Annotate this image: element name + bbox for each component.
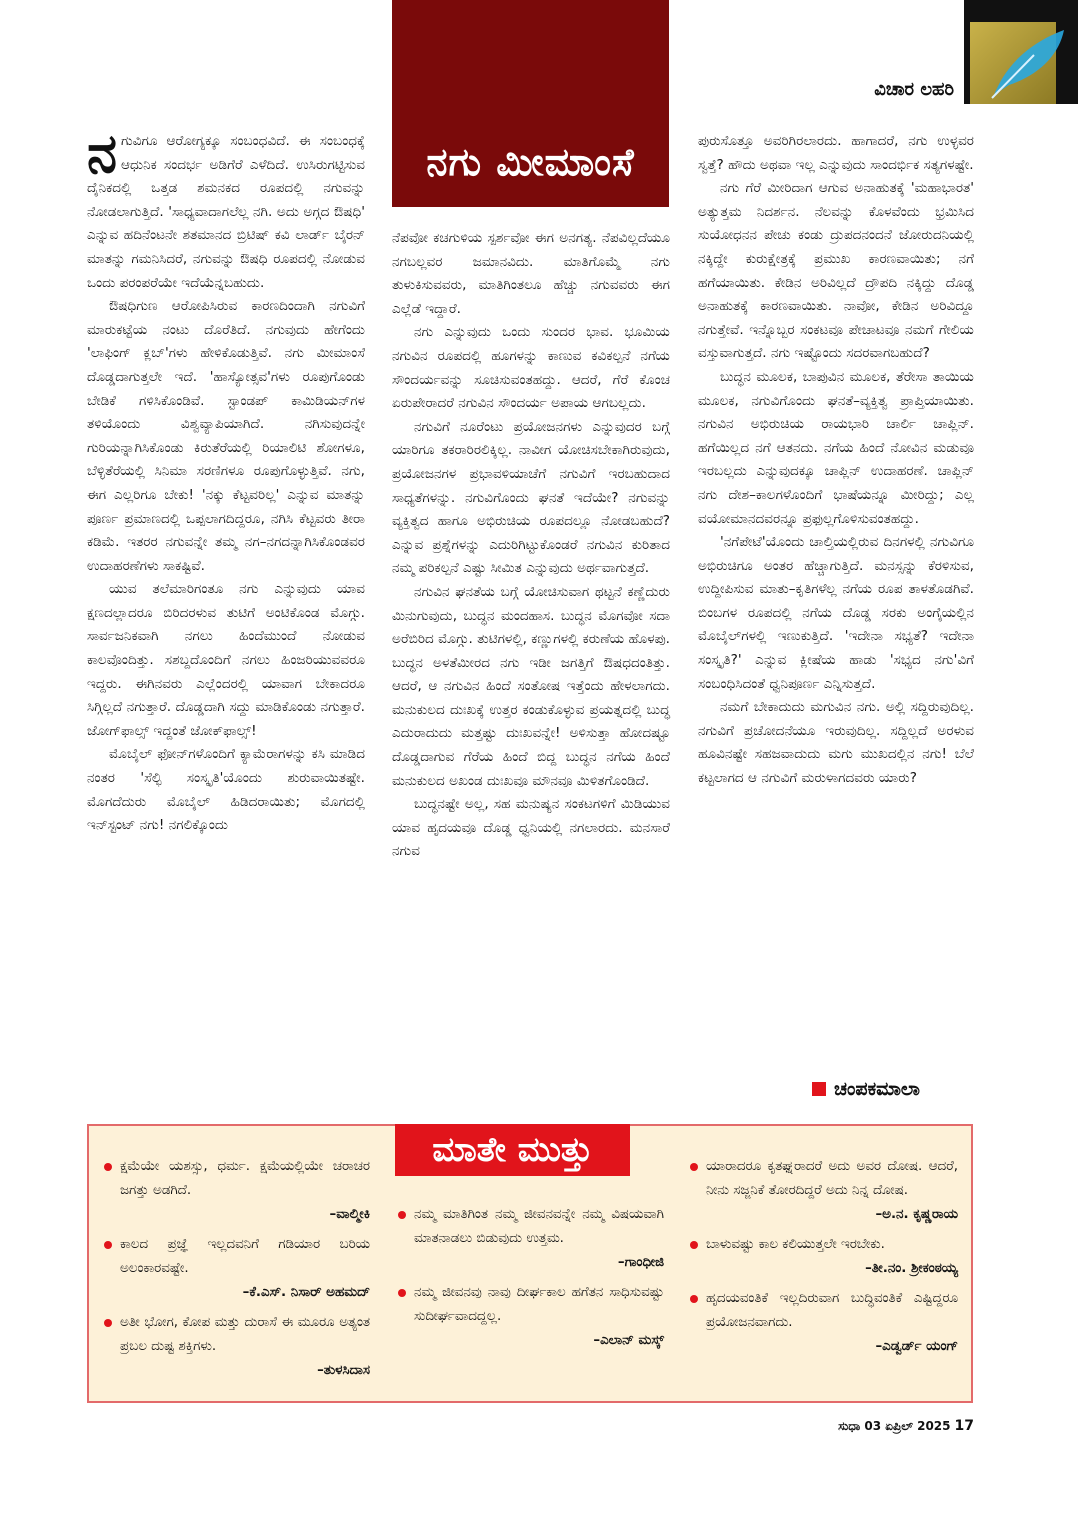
paragraph: ಬುದ್ಧನಷ್ಟೇ ಅಲ್ಲ, ಸಹ ಮನುಷ್ಯನ ಸಂಕಟಗಳಿಗೆ ಮಿಡಿಯುವ ಯಾವ ಹೃದಯವೂ ದೊಡ್ಡ ಧ್ವನಿಯಲ್ಲಿ ನಗಲಾರದು. ಮನಸಾರೆ ನಗುವ bbox=[392, 796, 670, 860]
quote-item: ನಮ್ಮ ಮಾತಿಗಿಂತ ನಮ್ಮ ಜೀವನವನ್ನೇ ನಮ್ಮ ವಿಷಯವಾಗಿ ಮಾತನಾಡಲು ಬಿಡುವುದು ಉತ್ತಮ. –ಗಾಂಧೀಜಿ bbox=[398, 1203, 664, 1275]
quotes-column-3 bbox=[690, 1155, 958, 1365]
paragraph: ಪುರುಸೊತ್ತೂ ಅವರಿಗಿರಲಾರದು. ಹಾಗಾದರೆ, ನಗು ಉಳ್ಳವರ ಸ್ವತ್ತೆ? ಹೌದು ಅಥವಾ ಇಲ್ಲ ಎನ್ನುವುದು ಸಾಂದರ್ಭಿಕ ಸತ್ಯಗಳಷ್ಟೇ. bbox=[698, 133, 974, 173]
page-number: 17 bbox=[954, 1418, 974, 1434]
paragraph: ನಗು ಗೆರೆ ಮೀರಿದಾಗ ಆಗುವ ಅನಾಹುತಕ್ಕೆ 'ಮಹಾಭಾರತ' ಅತ್ಯುತ್ತಮ ನಿದರ್ಶನ. ನೆಲವನ್ನು ಕೊಳವೆಂದು ಭ್ರಮಿಸಿದ ಸುಯೋಧನನ ಪೇಚು ಕಂಡು ದ್ರುಪದನಂದನೆ ಜೋರುದನಿಯಲ್ಲಿ ನಕ್ಕಿದ್ದೇ ಕುರುಕ್ಷೇತ್ರಕ್ಕೆ ಪ್ರಮುಖ ಕಾರಣವಾಯಿತು; ನಗೆ ಹಗೆಯಾಯಿತು. ಕೇಡಿನ ಅರಿವಿಲ್ಲದೆ ದ್ರೌಪದಿ ನಕ್ಕಿದ್ದು ದೊಡ್ಡ ಅನಾಹುತಕ್ಕೆ ಕಾರಣವಾಯಿತು. ನಾವೋ, ಕೇಡಿನ ಅರಿವಿದ್ದೂ ನಗುತ್ತೇವೆ. ಇನ್ನೊಬ್ಬರ ಸಂಕಟವೂ ಪೇಚಾಟವೂ ನಮಗೆ ಗೇಲಿಯ ವಸ್ತುವಾಗುತ್ತದೆ. ನಗು ಇಷ್ಟೊಂದು ಸದರವಾಗಬಹುದೆ? bbox=[698, 180, 974, 362]
quote-item: ಕಾಲದ ಪ್ರಜ್ಞೆ ಇಲ್ಲದವನಿಗೆ ಗಡಿಯಾರ ಬರಿಯ ಅಲಂಕಾರವಷ್ಟೇ. –ಕೆ.ಎಸ್. ನಿಸಾರ್ ಅಹಮದ್ bbox=[104, 1233, 370, 1305]
red-square-icon bbox=[812, 1082, 826, 1096]
paragraph: ಬುದ್ಧನ ಮೂಲಕ, ಬಾಪುವಿನ ಮೂಲಕ, ತೆರೇಸಾ ತಾಯಿಯ ಮೂಲಕ, ನಗುವಿಗೊಂದು ಘನತೆ–ವ್ಯಕ್ತಿತ್ವ ಪ್ರಾಪ್ತಿಯಾಯಿತು. ನಗುವಿನ ಅಭಿರುಚಿಯ ರಾಯಭಾರಿ ಚಾರ್ಲಿ ಚಾಪ್ಲಿನ್. ಹಗೆಯಿಲ್ಲದ ನಗೆ ಆತನದು. ನಗೆಯ ಹಿಂದೆ ನೋವಿನ ಮಡುವೂ ಇರಬಲ್ಲದು ಎನ್ನುವುದಕ್ಕೂ ಚಾಪ್ಲಿನ್ ಉದಾಹರಣೆ. ಚಾಪ್ಲಿನ್ ನಗು ದೇಶ–ಕಾಲಗಳೊಂದಿಗೆ ಭಾಷೆಯನ್ನೂ ಮೀರಿದ್ದು; ಎಲ್ಲ ವಯೋಮಾನದವರನ್ನೂ ಪ್ರಫುಲ್ಲಗೊಳಿಸುವಂತಹದ್ದು. bbox=[698, 368, 974, 527]
page-footer bbox=[838, 1418, 974, 1434]
paragraph: ನಗುವಿಗೆ ನೂರೆಂಟು ಪ್ರಯೋಜನಗಳು ಎನ್ನುವುದರ ಬಗ್ಗೆ ಯಾರಿಗೂ ತಕರಾರಿರಲಿಕ್ಕಿಲ್ಲ. ನಾವೀಗ ಯೋಚಿಸಬೇಕಾಗಿರುವುದು, ಪ್ರಯೋಜನಗಳ ಪ್ರಭಾವಳಿಯಾಚೆಗೆ ನಗುವಿಗೆ ಇರಬಹುದಾದ ಸಾಧ್ಯತೆಗಳನ್ನು. ನಗುವಿಗೊಂದು ಘನತೆ ಇದೆಯೇ? ನಗುವನ್ನು ವ್ಯಕ್ತಿತ್ವದ ಹಾಗೂ ಅಭಿರುಚಿಯ ರೂಪದಲ್ಲೂ ನೋಡಬಹುದೆ? ಎನ್ನುವ ಪ್ರಶ್ನೆಗಳನ್ನು ಎದುರಿಗಿಟ್ಟುಕೊಂಡರೆ ನಗುವಿನ ಕುರಿತಾದ ನಮ್ಮ ಪರಿಕಲ್ಪನೆ ಎಷ್ಟು ಸೀಮಿತ ಎನ್ನುವುದು ಅರ್ಥವಾಗುತ್ತದೆ. bbox=[392, 418, 670, 577]
quote-item: ಹೃದಯವಂತಿಕೆ ಇಲ್ಲದಿರುವಾಗ ಬುದ್ಧಿವಂತಿಕೆ ಎಷ್ಟಿದ್ದರೂ ಪ್ರಯೋಜನವಾಗದು. –ಎಡ್ವರ್ಡ್ ಯಂಗ್ bbox=[690, 1287, 958, 1359]
quote-item: ನಮ್ಮ ಜೀವನವು ನಾವು ದೀರ್ಘಕಾಲ ಹಗೆತನ ಸಾಧಿಸುವಷ್ಟು ಸುದೀರ್ಘವಾದದ್ದಲ್ಲ. –ಎಲಾನ್ ಮಸ್ಕ್ bbox=[398, 1281, 664, 1353]
article-column-2 bbox=[392, 227, 670, 864]
quote-item: ಕ್ಷಮೆಯೇ ಯಶಸ್ಸು, ಧರ್ಮ. ಕ್ಷಮೆಯಲ್ಲಿಯೇ ಚರಾಚರ ಜಗತ್ತು ಅಡಗಿದೆ. –ವಾಲ್ಮೀಕಿ bbox=[104, 1155, 370, 1227]
paragraph: ನಮಗೆ ಬೇಕಾದುದು ಮಗುವಿನ ನಗು. ಅಲ್ಲಿ ಸದ್ದಿರುವುದಿಲ್ಲ. ನಗುವಿಗೆ ಪ್ರಚೋದನೆಯೂ ಇರುವುದಿಲ್ಲ. ಸದ್ದಿಲ್ಲದೆ ಅರಳುವ ಹೂವಿನಷ್ಟೇ ಸಹಜವಾದುದು ಮಗು ಮುಖದಲ್ಲಿನ ನಗು! ಬೆಲೆ ಕಟ್ಟಲಾಗದ ಆ ನಗುವಿಗೆ ಮರುಳಾಗದವರು ಯಾರು? bbox=[698, 699, 974, 787]
quotes-column-2 bbox=[398, 1203, 664, 1359]
quote-item: ಬಾಳುವಷ್ಟು ಕಾಲ ಕಲಿಯುತ್ತಲೇ ಇರಬೇಕು. –ತೀ.ನಂ. ಶ್ರೀಕಂಠಯ್ಯ bbox=[690, 1233, 958, 1281]
quote-item: ಯಾರಾದರೂ ಕೃತಘ್ನರಾದರೆ ಅದು ಅವರ ದೋಷ. ಆದರೆ, ನೀನು ಸಜ್ಜನಿಕೆ ತೋರದಿದ್ದರೆ ಅದು ನಿನ್ನ ದೋಷ. –ಅ.ನ. ಕೃಷ್ಣರಾಯ bbox=[690, 1155, 958, 1227]
paragraph: 'ನಗೆಪೇಟೆ'ಯೊಂದು ಚಾಲ್ತಿಯಲ್ಲಿರುವ ದಿನಗಳಲ್ಲಿ ನಗುವಿಗೂ ಅಭಿರುಚಿಗೂ ಅಂತರ ಹೆಚ್ಚಾಗುತ್ತಿದೆ. ಮನಸ್ಸನ್ನು ಕೆರಳಿಸುವ, ಉದ್ದೀಪಿಸುವ ಮಾತು–ಕೃತಿಗಳೆಲ್ಲ ನಗೆಯ ರೂಪ ತಾಳತೊಡಗಿವೆ. ಬಿಂಬಗಳ ರೂಪದಲ್ಲಿ ನಗೆಯ ದೊಡ್ಡ ಸರಕು ಅಂಗೈಯಲ್ಲಿನ ಮೊಬೈಲ್‌ಗಳಲ್ಲಿ ಇಣುಕುತ್ತಿದೆ. 'ಇದೇನಾ ಸಭ್ಯತೆ? ಇದೇನಾ ಸಂಸ್ಕೃತಿ?' ಎನ್ನುವ ಕ್ಲೀಷೆಯ ಹಾಡು 'ಸಭ್ಯದ ನಗು'ವಿಗೆ ಸಂಬಂಧಿಸಿದಂತೆ ಧ್ವನಿಪೂರ್ಣ ಎನ್ನಿಸುತ್ತದೆ. bbox=[698, 534, 974, 692]
paragraph: ಮೊಬೈಲ್ ಫೋನ್‌ಗಳೊಂದಿಗೆ ಕ್ಯಾಮೆರಾಗಳನ್ನು ಕಸಿ ಮಾಡಿದ ನಂತರ 'ಸೆಲ್ಫಿ ಸಂಸ್ಕೃತಿ'ಯೊಂದು ಶುರುವಾಯಿತಷ್ಟೇ. ಮೊಗದೆದುರು ಮೊಬೈಲ್ ಹಿಡಿದರಾಯಿತು; ಮೊಗದಲ್ಲಿ ಇನ್‌ಸ್ಟಂಟ್ ನಗು! ನಗಲಿಕ್ಕೊಂದು bbox=[87, 746, 365, 834]
paragraph: ಯುವ ತಲೆಮಾರಿಗಂತೂ ನಗು ಎನ್ನುವುದು ಯಾವ ಕ್ಷಣದಲ್ಲಾದರೂ ಬಿರಿದರಳುವ ತುಟಿಗೆ ಅಂಟಿಕೊಂಡ ಮೊಗ್ಗು. ಸಾರ್ವಜನಿಕವಾಗಿ ನಗಲು ಹಿಂದೆಮುಂದೆ ನೋಡುವ ಕಾಲವೊಂದಿತ್ತು. ಸಶಬ್ದದೊಂದಿಗೆ ನಗಲು ಹಿಂಜರಿಯುವವರೂ ಇದ್ದರು. ಈಗಿನವರು ಎಲ್ಲೆಂದರಲ್ಲಿ ಯಾವಾಗ ಬೇಕಾದರೂ ಸಿಗ್ಗಿಲ್ಲದೆ ನಗುತ್ತಾರೆ. ದೊಡ್ಡದಾಗಿ ಸದ್ದು ಮಾಡಿಕೊಂಡು ನಗುತ್ತಾರೆ. ಜೋಗ್‌ಫಾಲ್ಸ್ ಇದ್ದಂತೆ ಜೋಕ್‌ಫಾಲ್ಸ್! bbox=[87, 581, 365, 739]
article-title: ನಗು ಮೀಮಾಂಸೆ bbox=[426, 140, 635, 184]
paragraph: ನೆಪವೋ ಕಚಗುಳಿಯ ಸ್ಪರ್ಶವೋ ಈಗ ಅನಗತ್ಯ. ನೆಪವಿಲ್ಲದೆಯೂ ನಗಬಲ್ಲವರ ಜಮಾನವಿದು. ಮಾತಿಗೊಮ್ಮೆ ನಗು ತುಳುಕಿಸುವವರು, ಮಾತಿಗಿಂತಲೂ ಹೆಚ್ಚು ನಗುವವರು ಈಗ ಎಲ್ಲೆಡೆ ಇದ್ದಾರೆ. bbox=[392, 230, 670, 317]
article-column-1 bbox=[87, 122, 365, 838]
paragraph: ನಗುವಿಗೂ ಆರೋಗ್ಯಕ್ಕೂ ಸಂಬಂಧವಿದೆ. ಈ ಸಂಬಂಧಕ್ಕೆ ಆಧುನಿಕ ಸಂದರ್ಭ ಅಡಿಗೆರೆ ಎಳೆದಿದೆ. ಉಸಿರುಗಟ್ಟಿಸುವ ದೈನಿಕದಲ್ಲಿ ಒತ್ತಡ ಶಮನಕದ ರೂಪದಲ್ಲಿ ನಗುವನ್ನು ನೋಡಲಾಗುತ್ತಿದೆ. 'ಸಾಧ್ಯವಾದಾಗಲೆಲ್ಲ ನಗಿ. ಅದು ಅಗ್ಗದ ಔಷಧಿ' ಎನ್ನುವ ಹದಿನೆಂಟನೇ ಶತಮಾನದ ಬ್ರಿಟಿಷ್ ಕವಿ ಲಾರ್ಡ್ ಬೈರನ್ ಮಾತನ್ನು ಗಮನಿಸಿದರೆ, ನಗುವನ್ನು ಔಷಧಿ ರೂಪದಲ್ಲಿ ನೋಡುವ ಒಂದು ಪರಂಪರೆಯೇ ಇದೆಯೆನ್ನಬಹುದು. bbox=[87, 122, 365, 291]
quote-item: ಅತೀ ಭೋಗ, ಕೋಪ ಮತ್ತು ದುರಾಸೆ ಈ ಮೂರೂ ಅತ್ಯಂತ ಪ್ರಬಲ ದುಷ್ಟ ಶಕ್ತಿಗಳು. –ತುಳಸಿದಾಸ bbox=[104, 1311, 370, 1383]
paragraph: ನಗು ಎನ್ನುವುದು ಒಂದು ಸುಂದರ ಭಾವ. ಭೂಮಿಯ ನಗುವಿನ ರೂಪದಲ್ಲಿ ಹೂಗಳನ್ನು ಕಾಣುವ ಕವಿಕಲ್ಪನೆ ನಗೆಯ ಸೌಂದರ್ಯವನ್ನು ಸೂಚಿಸುವಂತಹದ್ದು. ಆದರೆ, ಗೆರೆ ಕೊಂಚ ಏರುಪೇರಾದರೆ ನಗುವಿನ ಸೌಂದರ್ಯ ಅಪಾಯ ಆಗಬಲ್ಲದು. bbox=[392, 324, 670, 412]
section-logo bbox=[964, 0, 1078, 104]
article-column-3 bbox=[698, 130, 974, 791]
drop-cap: ನ bbox=[87, 122, 118, 185]
paragraph: ನಗುವಿನ ಘನತೆಯ ಬಗ್ಗೆ ಯೋಚಿಸುವಾಗ ಥಟ್ಟನೆ ಕಣ್ಣೆದುರು ಮಿನುಗುವುದು, ಬುದ್ಧನ ಮಂದಹಾಸ. ಬುದ್ಧನ ಮೊಗವೋ ಸದಾ ಅರೆಬಿರಿದ ಮೊಗ್ಗು. ತುಟಿಗಳಲ್ಲಿ, ಕಣ್ಣುಗಳಲ್ಲಿ ಕರುಣೆಯ ಹೊಳಪು. ಬುದ್ಧನ ಅಳತೆಮೀರದ ನಗು ಇಡೀ ಜಗತ್ತಿಗೆ ಔಷಧದಂತಿತ್ತು. ಆದರೆ, ಆ ನಗುವಿನ ಹಿಂದೆ ಸಂತೋಷ ಇತ್ತೆಂದು ಹೇಳಲಾಗದು. ಮನುಕುಲದ ದುಃಖಕ್ಕೆ ಉತ್ತರ ಕಂಡುಕೊಳ್ಳುವ ಪ್ರಯತ್ನದಲ್ಲಿ ಬುದ್ಧ ಎದುರಾದುದು ಮತ್ತಷ್ಟು ದುಃಖವನ್ನೇ! ಅಳಿಸುತ್ತಾ ಹೋದಷ್ಟೂ ದೊಡ್ಡದಾಗುವ ಗೆರೆಯ ಹಿಂದೆ ಬಿದ್ದ ಬುದ್ಧನ ನಗೆಯ ಹಿಂದೆ ಮನುಕುಲದ ಅಖಂಡ ದುಃಖವೂ ಮೌನವೂ ಮಿಳಿತಗೊಂಡಿದೆ. bbox=[392, 583, 670, 789]
quotes-title: ಮಾತೇ ಮುತ್ತು bbox=[395, 1124, 630, 1176]
feather-quill-icon bbox=[964, 0, 1078, 104]
quotes-column-1 bbox=[104, 1155, 370, 1389]
footer-text: ಸುಧಾ 03 ಏಪ್ರಿಲ್ 2025 bbox=[838, 1419, 951, 1433]
paragraph: ಔಷಧಿಗುಣ ಆರೋಪಿಸಿರುವ ಕಾರಣದಿಂದಾಗಿ ನಗುವಿಗೆ ಮಾರುಕಟ್ಟೆಯ ನಂಟು ದೊರೆತಿದೆ. ನಗುವುದು ಹೇಗೆಂದು 'ಲಾಫಿಂಗ್ ಕ್ಲಬ್'ಗಳು ಹೇಳಿಕೊಡುತ್ತಿವೆ. ನಗು ಮೀಮಾಂಸೆ ದೊಡ್ಡದಾಗುತ್ತಲೇ ಇದೆ. 'ಹಾಸ್ಯೋತ್ಸವ'ಗಳು ರೂಪುಗೊಂಡು ಬೇಡಿಕೆ ಗಳಿಸಿಕೊಂಡಿವೆ. ಸ್ಟಾಂಡಪ್ ಕಾಮಿಡಿಯನ್‌ಗಳ ತಳಿಯೊಂದು ವಿಶ್ವವ್ಯಾಪಿಯಾಗಿದೆ. ನಗಿಸುವುದನ್ನೇ ಗುರಿಯನ್ನಾಗಿಸಿಕೊಂಡು ಕಿರುತೆರೆಯಲ್ಲಿ ರಿಯಾಲಿಟಿ ಶೋಗಳೂ, ಬೆಳ್ಳಿತೆರೆಯಲ್ಲಿ ಸಿನಿಮಾ ಸರಣಿಗಳೂ ರೂಪುಗೊಳ್ಳುತ್ತಿವೆ. ನಗು, ಈಗ ಎಲ್ಲರಿಗೂ ಬೇಕು! 'ನಕ್ಕು ಕೆಟ್ಟವರಿಲ್ಲ' ಎನ್ನುವ ಮಾತನ್ನು ಪೂರ್ಣ ಪ್ರಮಾಣದಲ್ಲಿ ಒಪ್ಪಲಾಗದಿದ್ದರೂ, ನಗಿಸಿ ಕೆಟ್ಟವರು ತೀರಾ ಕಡಿಮೆ. ಇತರರ ನಗುವನ್ನೇ ತಮ್ಮ ನಗ–ನಗದನ್ನಾಗಿಸಿಕೊಂಡವರ ಉದಾಹರಣೆಗಳು ಸಾಕಷ್ಟಿವೆ. bbox=[87, 298, 365, 574]
section-tag: ವಿಚಾರ ಲಹರಿ bbox=[874, 79, 954, 100]
author-byline: ಚಂಪಕಮಾಲಾ bbox=[812, 1078, 920, 1100]
